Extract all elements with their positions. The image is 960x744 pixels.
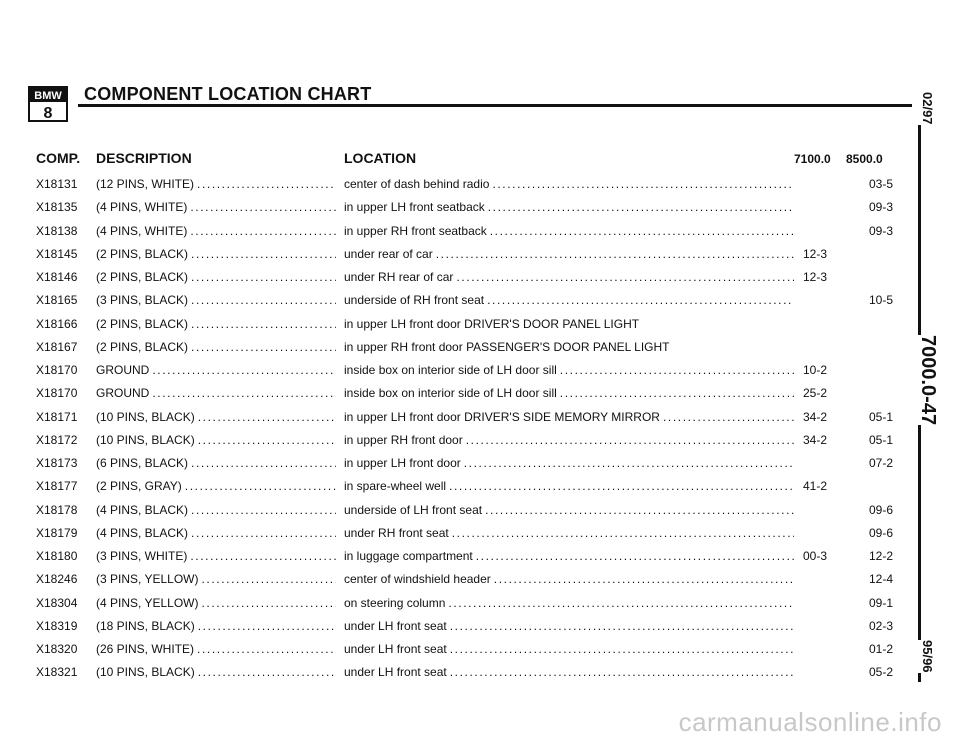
description-text: (2 PINS, GRAY) xyxy=(96,479,182,494)
ref-8500: 09-6 xyxy=(868,502,894,517)
component-location xyxy=(344,381,794,405)
location-text: in upper LH front door DRIVER'S DOOR PANEL LIGHT xyxy=(344,316,640,331)
component-description xyxy=(96,637,336,661)
description-text: (2 PINS, BLACK) xyxy=(96,246,189,261)
component-description xyxy=(96,172,336,196)
ref-7100: 12-3 xyxy=(802,270,828,284)
location-text: in spare-wheel well xyxy=(344,479,447,494)
ref-8500: 07-2 xyxy=(868,456,894,470)
component-description xyxy=(96,591,336,615)
table-row xyxy=(0,312,960,336)
component-location xyxy=(344,614,794,638)
location-text: under rear of car xyxy=(344,246,433,261)
component-description xyxy=(96,358,336,382)
header-rule xyxy=(78,104,912,107)
ref-7100: 12-3 xyxy=(802,246,828,261)
column-header-description: DESCRIPTION xyxy=(96,150,192,166)
description-text: (10 PINS, BLACK) xyxy=(96,409,195,424)
component-description xyxy=(96,405,336,429)
component-description xyxy=(96,335,336,359)
revision-date-bottom: 95/96 xyxy=(917,640,938,673)
dot-leader xyxy=(197,637,336,661)
dot-leader xyxy=(450,637,794,661)
dot-leader xyxy=(191,312,336,336)
description-text: (4 PINS, WHITE) xyxy=(96,223,188,238)
ref-8500: 09-6 xyxy=(868,525,894,540)
table-row xyxy=(0,591,960,615)
component-code: X18131 xyxy=(36,177,78,191)
dot-leader xyxy=(191,498,336,522)
dot-leader xyxy=(464,451,794,475)
component-description xyxy=(96,265,336,289)
dot-leader xyxy=(448,591,794,615)
component-description xyxy=(96,312,336,336)
dot-leader xyxy=(487,288,794,312)
description-text: GROUND xyxy=(96,386,150,401)
dot-leader xyxy=(201,591,336,615)
description-text: (4 PINS, BLACK) xyxy=(96,525,189,540)
component-location xyxy=(344,428,794,452)
location-text: under LH front seat xyxy=(344,618,447,633)
logo-text: BMW xyxy=(34,90,62,102)
dot-leader xyxy=(663,405,794,429)
location-text: in upper RH front door xyxy=(344,432,463,447)
bmw-8-series-logo xyxy=(28,86,68,122)
table-row xyxy=(0,195,960,219)
table-row xyxy=(0,358,960,382)
dot-leader xyxy=(190,219,336,243)
table-row xyxy=(0,428,960,452)
table-row xyxy=(0,451,960,475)
dot-leader xyxy=(466,428,794,452)
component-code: X18319 xyxy=(36,618,78,633)
component-code: X18146 xyxy=(36,270,78,284)
dot-leader xyxy=(191,288,336,312)
description-text: GROUND xyxy=(96,363,150,377)
table-row xyxy=(0,498,960,522)
component-description xyxy=(96,567,336,591)
table-row xyxy=(0,381,960,405)
description-text: (3 PINS, BLACK) xyxy=(96,293,189,308)
component-code: X18180 xyxy=(36,549,78,563)
dot-leader xyxy=(191,242,336,266)
location-text: inside box on interior side of LH door sill xyxy=(344,363,557,377)
location-text: underside of LH front seat xyxy=(344,502,483,517)
description-text: (4 PINS, WHITE) xyxy=(96,200,188,215)
ref-7100: 34-2 xyxy=(802,432,828,447)
table-row xyxy=(0,660,960,684)
component-location xyxy=(344,335,794,359)
ref-8500: 09-3 xyxy=(868,223,894,238)
dot-leader xyxy=(191,521,336,545)
component-code: X18320 xyxy=(36,642,78,656)
component-code: X18165 xyxy=(36,293,78,308)
watermark: carmanualsonline.info xyxy=(678,707,942,737)
location-text: in upper RH front door PASSENGER'S DOOR PANEL LIGHT xyxy=(344,339,670,354)
component-code: X18177 xyxy=(36,479,78,494)
dot-leader xyxy=(201,567,336,591)
dot-leader xyxy=(485,498,794,522)
location-text: in upper LH front door DRIVER'S SIDE MEMORY MIRROR xyxy=(344,409,660,424)
location-text: under LH front seat xyxy=(344,665,447,680)
component-location xyxy=(344,219,794,243)
description-text: (4 PINS, BLACK) xyxy=(96,502,189,517)
description-text: (6 PINS, BLACK) xyxy=(96,456,189,470)
location-text: in upper RH front seatback xyxy=(344,223,487,238)
description-text: (12 PINS, WHITE) xyxy=(96,177,195,191)
location-text: inside box on interior side of LH door sill xyxy=(344,386,557,401)
component-code: X18246 xyxy=(36,572,78,587)
component-location xyxy=(344,591,794,615)
component-description xyxy=(96,288,336,312)
ref-7100: 34-2 xyxy=(802,409,828,424)
description-text: (2 PINS, BLACK) xyxy=(96,270,189,284)
table-row xyxy=(0,567,960,591)
ref-8500: 05-1 xyxy=(868,432,894,447)
description-text: (18 PINS, BLACK) xyxy=(96,618,195,633)
location-text: center of dash behind radio xyxy=(344,177,490,191)
ref-8500: 02-3 xyxy=(868,618,894,633)
dot-leader xyxy=(152,358,336,382)
component-location xyxy=(344,521,794,545)
description-text: (4 PINS, YELLOW) xyxy=(96,595,199,610)
dot-leader xyxy=(198,405,336,429)
ref-8500: 03-5 xyxy=(868,177,894,191)
component-code: X18170 xyxy=(36,386,78,401)
dot-leader xyxy=(488,195,794,219)
table-row xyxy=(0,335,960,359)
component-description xyxy=(96,242,336,266)
table-row xyxy=(0,521,960,545)
component-code: X18321 xyxy=(36,665,78,680)
component-location xyxy=(344,172,794,196)
component-location xyxy=(344,405,794,429)
component-location xyxy=(344,451,794,475)
component-location xyxy=(344,544,794,568)
dot-leader xyxy=(191,335,336,359)
component-description xyxy=(96,428,336,452)
component-code: X18138 xyxy=(36,223,78,238)
component-location xyxy=(344,195,794,219)
component-description xyxy=(96,381,336,405)
description-text: (10 PINS, BLACK) xyxy=(96,432,195,447)
component-code: X18179 xyxy=(36,525,78,540)
component-code: X18172 xyxy=(36,432,78,447)
logo-series: 8 xyxy=(43,105,53,122)
description-text: (10 PINS, BLACK) xyxy=(96,665,195,680)
column-header-location: LOCATION xyxy=(344,150,417,166)
component-location xyxy=(344,637,794,661)
component-description xyxy=(96,219,336,243)
component-location xyxy=(344,358,794,382)
component-location xyxy=(344,660,794,684)
component-description xyxy=(96,660,336,684)
description-text: (3 PINS, YELLOW) xyxy=(96,572,199,587)
location-text: under RH front seat xyxy=(344,525,449,540)
ref-7100: 10-2 xyxy=(802,363,828,377)
dot-leader xyxy=(450,614,794,638)
dot-leader xyxy=(185,474,336,498)
ref-8500: 12-4 xyxy=(868,572,894,587)
page-number: 7000.0-47 xyxy=(913,335,942,425)
dot-leader xyxy=(449,474,794,498)
dot-leader xyxy=(191,451,336,475)
dot-leader xyxy=(191,265,336,289)
ref-8500: 05-2 xyxy=(868,665,894,680)
component-code: X18145 xyxy=(36,246,78,261)
component-location xyxy=(344,265,794,289)
component-code: X18166 xyxy=(36,316,78,331)
ref-7100: 00-3 xyxy=(802,549,828,563)
revision-date-top: 02/97 xyxy=(917,92,938,125)
table-row xyxy=(0,219,960,243)
component-description xyxy=(96,521,336,545)
location-text: in upper LH front door xyxy=(344,456,461,470)
component-description xyxy=(96,544,336,568)
location-text: in upper LH front seatback xyxy=(344,200,485,215)
ref-8500: 10-5 xyxy=(868,293,894,308)
dot-leader xyxy=(560,381,794,405)
location-text: under RH rear of car xyxy=(344,270,454,284)
column-header-8500: 8500.0 xyxy=(846,152,883,166)
component-location xyxy=(344,567,794,591)
component-code: X18178 xyxy=(36,502,78,517)
dot-leader xyxy=(197,172,336,196)
component-code: X18135 xyxy=(36,200,78,215)
location-text: center of windshield header xyxy=(344,572,491,587)
table-row xyxy=(0,265,960,289)
ref-8500: 05-1 xyxy=(868,409,894,424)
description-text: (3 PINS, WHITE) xyxy=(96,549,188,563)
table-row xyxy=(0,405,960,429)
dot-leader xyxy=(190,544,336,568)
location-text: in luggage compartment xyxy=(344,549,473,563)
ref-8500: 01-2 xyxy=(868,642,894,656)
component-code: X18167 xyxy=(36,339,78,354)
component-code: X18171 xyxy=(36,409,78,424)
component-description xyxy=(96,195,336,219)
location-text: on steering column xyxy=(344,595,446,610)
table-row xyxy=(0,474,960,498)
component-location xyxy=(344,498,794,522)
column-header-comp: COMP. xyxy=(36,150,81,166)
ref-7100: 25-2 xyxy=(802,386,828,401)
component-description xyxy=(96,474,336,498)
table-row xyxy=(0,172,960,196)
location-text: underside of RH front seat xyxy=(344,293,485,308)
component-location xyxy=(344,474,794,498)
ref-8500: 12-2 xyxy=(868,549,894,563)
component-code: X18170 xyxy=(36,363,78,377)
dot-leader xyxy=(560,358,794,382)
component-code: X18304 xyxy=(36,595,78,610)
description-text: (26 PINS, WHITE) xyxy=(96,642,195,656)
location-text: under LH front seat xyxy=(344,642,447,656)
dot-leader xyxy=(492,172,794,196)
description-text: (2 PINS, BLACK) xyxy=(96,316,189,331)
table-row xyxy=(0,614,960,638)
dot-leader xyxy=(476,544,794,568)
component-location xyxy=(344,312,794,336)
dot-leader xyxy=(198,614,336,638)
dot-leader xyxy=(198,428,336,452)
dot-leader xyxy=(450,660,794,684)
component-location xyxy=(344,288,794,312)
dot-leader xyxy=(494,567,794,591)
description-text: (2 PINS, BLACK) xyxy=(96,339,189,354)
dot-leader xyxy=(152,381,336,405)
dot-leader xyxy=(198,660,336,684)
dot-leader xyxy=(456,265,794,289)
ref-8500: 09-1 xyxy=(868,595,894,610)
table-row xyxy=(0,637,960,661)
column-header-7100: 7100.0 xyxy=(794,152,831,166)
table-row xyxy=(0,288,960,312)
component-description xyxy=(96,451,336,475)
dot-leader xyxy=(490,219,794,243)
component-description xyxy=(96,498,336,522)
table-row xyxy=(0,544,960,568)
component-description xyxy=(96,614,336,638)
component-location xyxy=(344,242,794,266)
ref-7100: 41-2 xyxy=(802,479,828,494)
dot-leader xyxy=(452,521,794,545)
table-row xyxy=(0,242,960,266)
dot-leader xyxy=(190,195,336,219)
dot-leader xyxy=(436,242,794,266)
component-code: X18173 xyxy=(36,456,78,470)
ref-8500: 09-3 xyxy=(868,200,894,215)
page-title: COMPONENT LOCATION CHART xyxy=(84,84,372,104)
